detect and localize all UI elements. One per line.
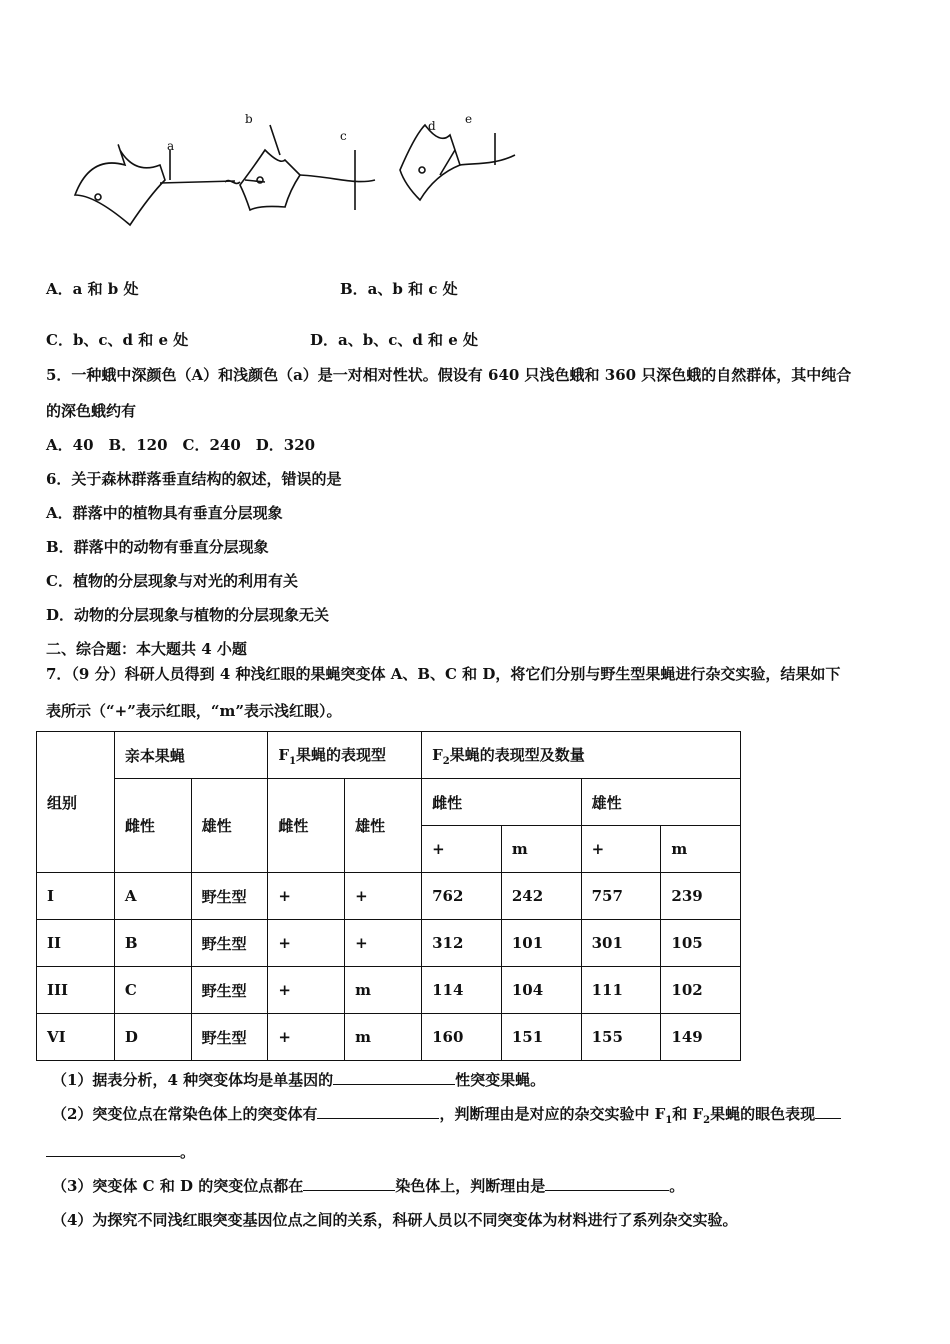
q6-stem: 6．关于森林群落垂直结构的叙述，错误的是 [46,470,342,488]
q6-option-c: C．植物的分层现象与对光的利用有关 [46,572,298,590]
table-row [37,920,813,967]
table-cell: C [114,967,191,1014]
header-f1-male: 雄性 [345,779,422,873]
sub-question-2: （2）突变位点在常染色体上的突变体有 ，判断理由是对应的杂交实验中 $F_1$和 $F_2$果蝇的眼色表现 [52,1103,841,1126]
header-parent-female: 雌性 [114,779,191,873]
table-cell: + [268,873,345,920]
table-cell: B [114,920,191,967]
q7-stem-cont: 表所示（“+”表示红眼，“m”表示浅红眼）。 [46,702,342,720]
header-f1-female: 雌性 [268,779,345,873]
label-a: a [167,139,175,153]
q6-option-d: D．动物的分层现象与植物的分层现象无关 [46,606,330,624]
sub-question-1: （1）据表分析，4 种突变体均是单基因的 性突变果蝇。 [52,1071,546,1089]
table-cell: + [268,967,345,1014]
label-e: e [465,112,473,126]
sub-question-2-cont: 。 [46,1141,195,1162]
table-cell: + [345,920,422,967]
table-cell: III [37,967,115,1014]
table-cell: 野生型 [191,873,268,920]
table-cell: 239 [661,873,741,920]
table-cell: 155 [581,1014,661,1061]
table-row [37,873,813,920]
header-group: 组别 [37,732,115,873]
table-cell: 野生型 [191,967,268,1014]
header-f2-male: 雄性 [581,779,741,826]
table-cell: A [114,873,191,920]
table-cell: 101 [501,920,581,967]
neuron-diagram [55,95,525,245]
label-c: c [340,129,347,143]
table-cell: 野生型 [191,920,268,967]
table-cell: 114 [422,967,502,1014]
q4-option-b: B．a、b 和 c 处 [340,280,458,298]
header-f2-female-m: m [501,826,581,873]
table-cell: I [37,873,115,920]
table-cell: 757 [581,873,661,920]
table-cell: D [114,1014,191,1061]
table-cell: 160 [422,1014,502,1061]
q6-option-b: B．群落中的动物有垂直分层现象 [46,538,269,556]
header-f2-female-plus: + [422,826,502,873]
table-cell: 102 [661,967,741,1014]
table-cell: m [345,967,422,1014]
label-d: d [428,119,436,133]
table-cell: + [268,920,345,967]
section-heading: 二、综合题：本大题共 4 小题 [46,640,247,658]
header-f2: $F_2$果蝇的表现型及数量 [422,732,741,779]
sub-question-3: （3）突变体 C 和 D 的突变位点都在 染色体上，判断理由是 。 [52,1177,685,1195]
q5-stem-cont: 的深色蛾约有 [46,402,137,420]
table-cell: 149 [661,1014,741,1061]
table-cell: 762 [422,873,502,920]
q4-option-a: A．a 和 b 处 [46,280,139,298]
table-row [37,967,813,1014]
table-cell: 104 [501,967,581,1014]
q5-options: A．40 B．120 C．240 D．320 [46,436,316,454]
header-f2-male-plus: + [581,826,661,873]
header-f2-female: 雌性 [422,779,582,826]
table-cell: 301 [581,920,661,967]
q5-stem: 5．一种蛾中深颜色（A）和浅颜色（a）是一对相对性状。假设有 640 只浅色蛾和 360 只深色蛾的自然群体，其中纯合 [46,366,852,384]
header-parents: 亲本果蝇 [114,732,268,779]
table-cell: VI [37,1014,115,1061]
table-cell: m [345,1014,422,1061]
header-parent-male: 雄性 [191,779,268,873]
table-cell: 312 [422,920,502,967]
table-cell: 242 [501,873,581,920]
table-cell: + [268,1014,345,1061]
header-f1: $F_1$果蝇的表现型 [268,732,422,779]
sub-question-4: （4）为探究不同浅红眼突变基因位点之间的关系，科研人员以不同突变体为材料进行了系列杂交实验。 [52,1211,738,1229]
q6-option-a: A．群落中的植物具有垂直分层现象 [46,504,283,522]
q4-option-d: D．a、b、c、d 和 e 处 [310,331,479,349]
table-row [37,1014,813,1061]
table-cell: + [345,873,422,920]
table-cell: 105 [661,920,741,967]
header-f2-male-m: m [661,826,741,873]
table-cell: 111 [581,967,661,1014]
q4-option-c: C．b、c、d 和 e 处 [46,331,189,349]
table-cell: 151 [501,1014,581,1061]
q7-stem: 7．（9 分）科研人员得到 4 种浅红眼的果蝇突变体 A、B、C 和 D，将它们分别与野生型果蝇进行杂交实验，结果如下 [46,665,841,683]
results-table [36,731,813,1061]
table-cell: II [37,920,115,967]
label-b: b [245,112,253,126]
table-cell: 野生型 [191,1014,268,1061]
